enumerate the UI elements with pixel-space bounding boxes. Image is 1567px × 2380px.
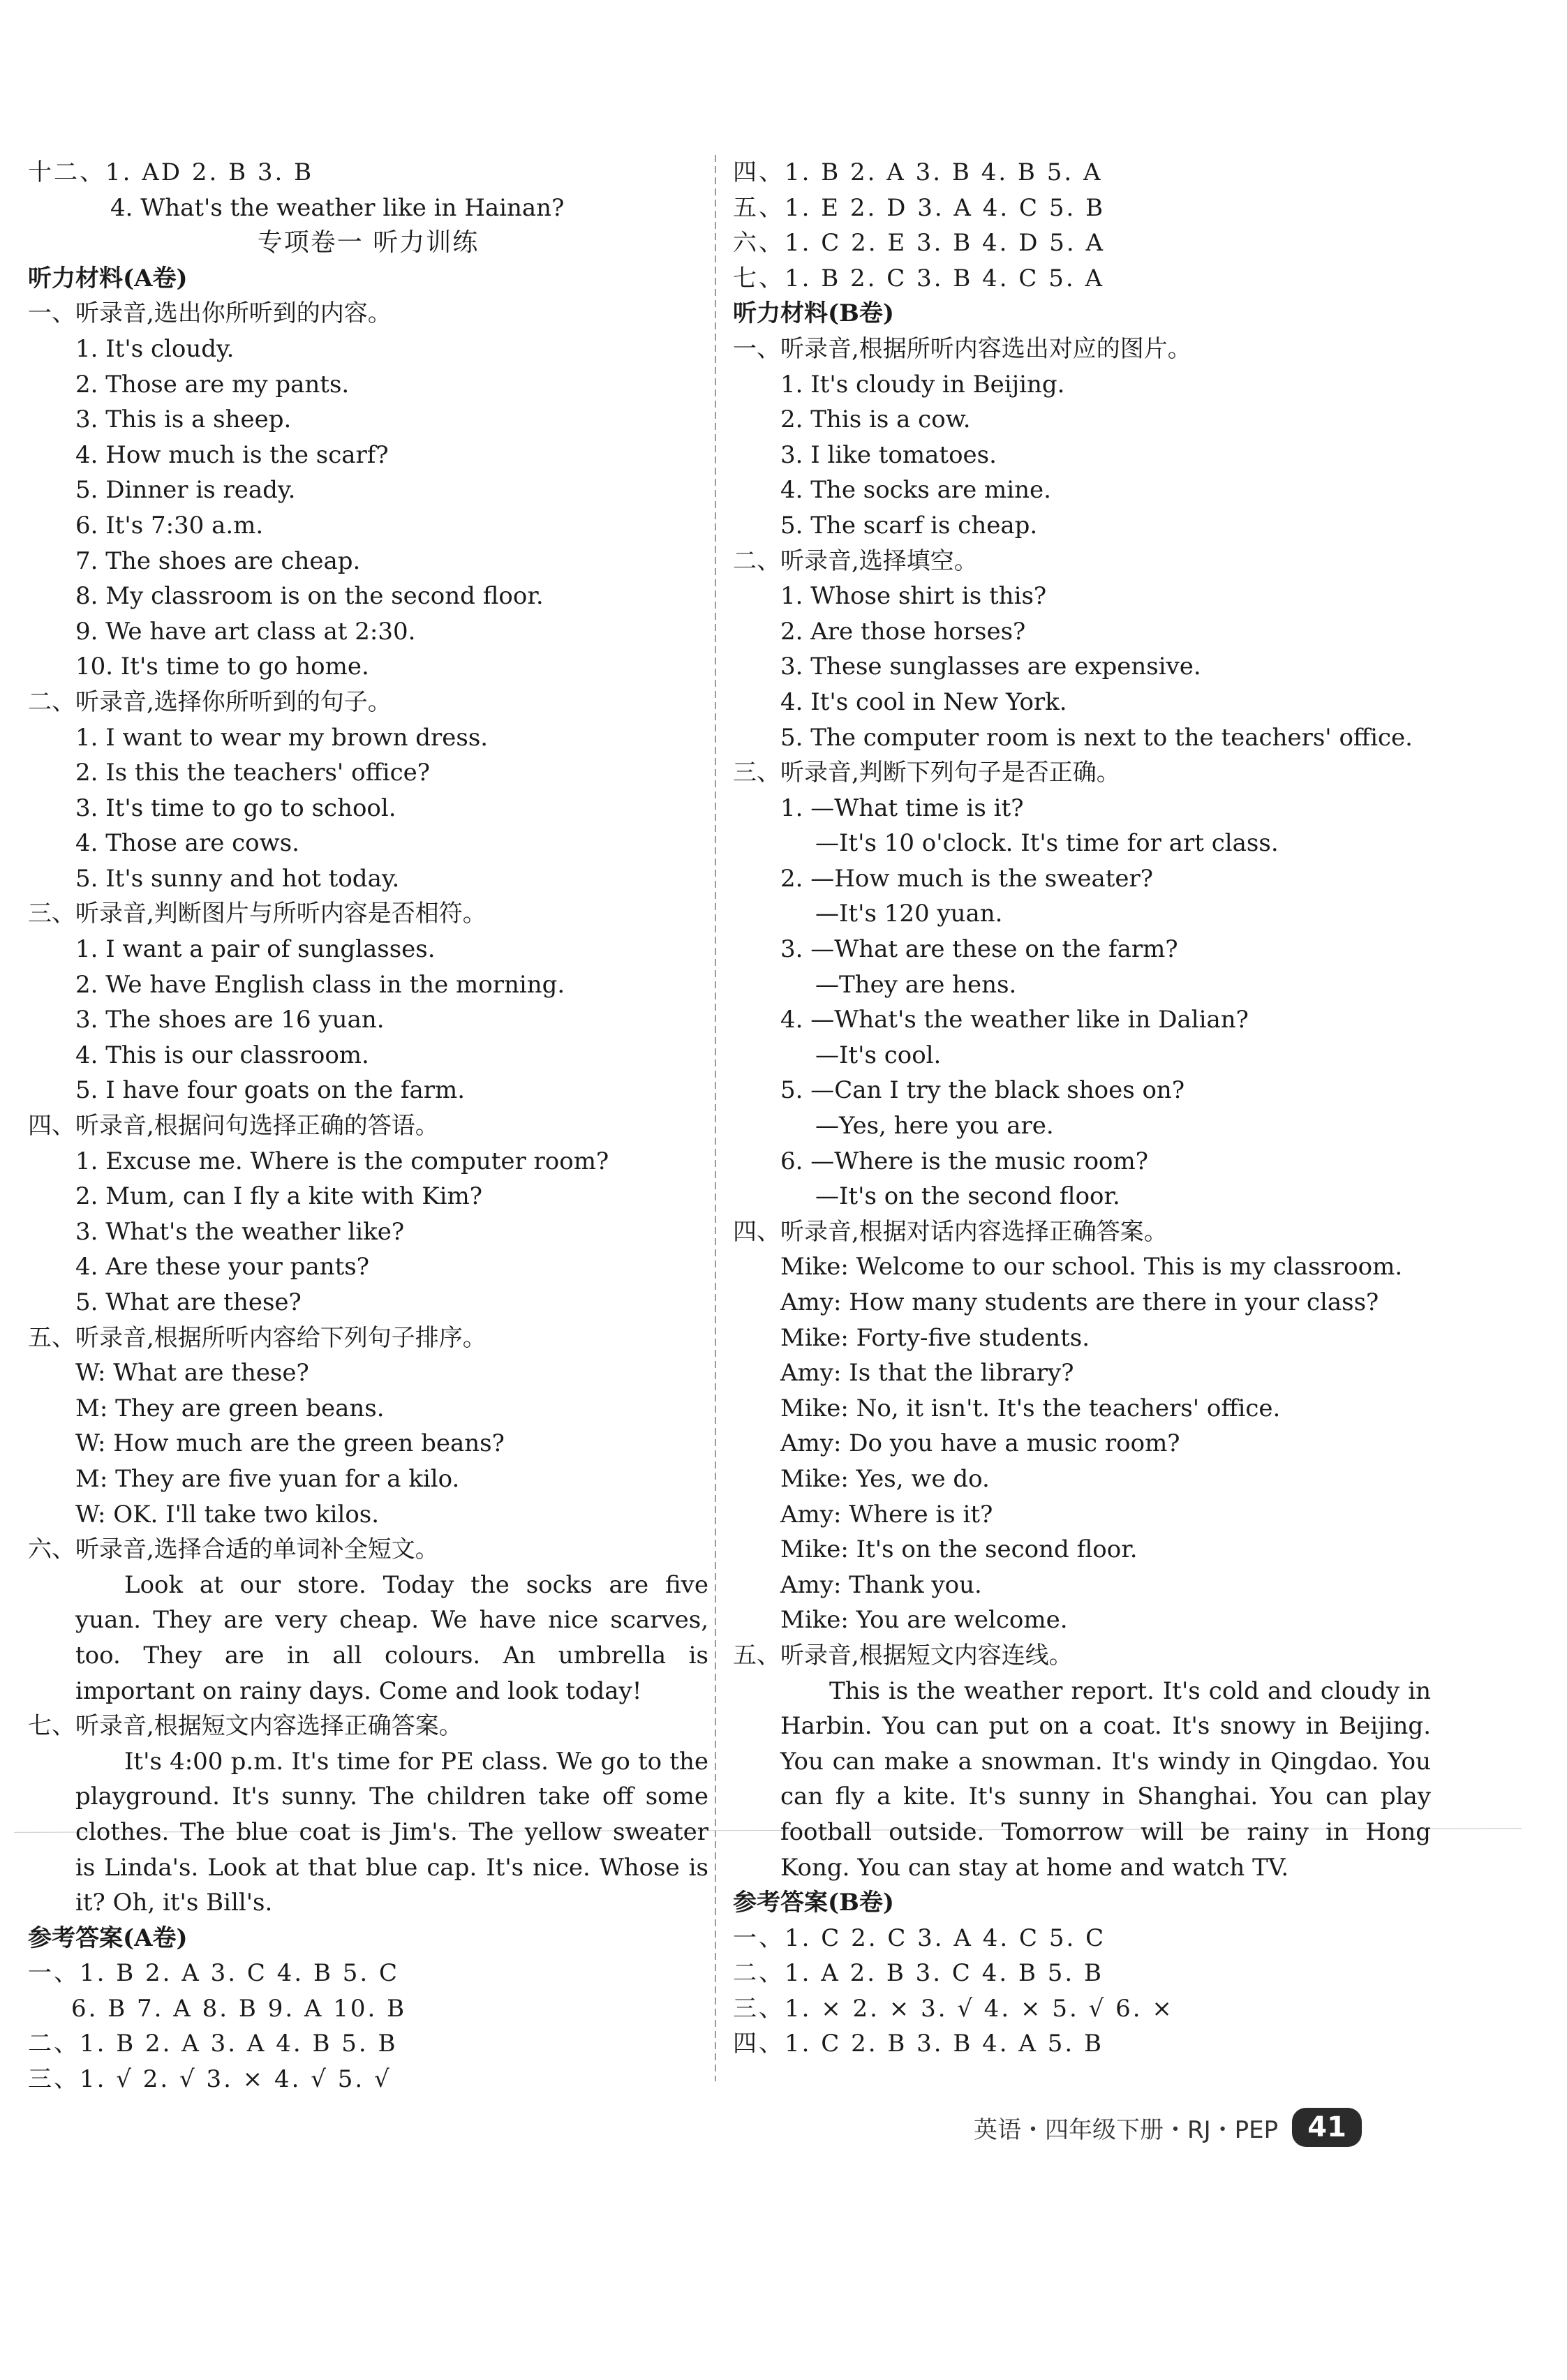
list-item: 1. It's cloudy in Beijing. <box>780 370 1065 399</box>
passage-text: Look at our store. Today the socks are five yuan. They are very cheap. We have nice scarves, too. They are in all colours. An umbrella is important on rainy days. Come and look today! <box>75 1570 708 1705</box>
dialogue-line: Mike: No, it isn't. It's the teachers' office. <box>780 1394 1281 1422</box>
list-item: 7. The shoes are cheap. <box>75 546 361 575</box>
list-item: 3. What's the weather like? <box>75 1217 405 1246</box>
dialogue-line: W: How much are the green beans? <box>75 1429 505 1458</box>
question-title: 七、听录音,根据短文内容选择正确答案。 <box>28 1712 463 1741</box>
dialogue-line: Amy: Thank you. <box>780 1570 982 1599</box>
list-item: 4. This is our classroom. <box>75 1041 369 1069</box>
dialogue-line: W: What are these? <box>75 1359 309 1388</box>
list-item: 5. What are these? <box>75 1288 302 1316</box>
dialogue-line: Mike: Welcome to our school. This is my classroom. <box>780 1253 1403 1281</box>
dialogue-line: 2. —How much is the sweater? <box>780 864 1153 893</box>
dialogue-line: Amy: Do you have a music room? <box>780 1429 1180 1458</box>
dialogue-line: —It's 120 yuan. <box>815 900 1003 928</box>
dialogue-line: Mike: It's on the second floor. <box>780 1535 1138 1564</box>
dialogue-line: Mike: You are welcome. <box>780 1606 1068 1635</box>
dialogue-line: 4. —What's the weather like in Dalian? <box>780 1006 1249 1034</box>
list-item: 4. Those are cows. <box>75 829 299 858</box>
dialogue-line: —They are hens. <box>815 970 1017 999</box>
answer-line: 三、1. √ 2. √ 3. × 4. √ 5. √ <box>28 2065 392 2094</box>
list-item: 4. It's cool in New York. <box>780 687 1067 716</box>
list-item: 4. The socks are mine. <box>780 476 1051 505</box>
answer-key-heading: 参考答案(B卷) <box>733 1889 894 1917</box>
list-item: 1. Excuse me. Where is the computer room? <box>75 1147 609 1175</box>
list-item: 5. I have four goats on the farm. <box>75 1076 466 1105</box>
dialogue-line: M: They are green beans. <box>75 1394 385 1422</box>
dialogue-line: —It's 10 o'clock. It's time for art class. <box>815 829 1279 858</box>
question-title: 五、听录音,根据短文内容连线。 <box>733 1641 1073 1669</box>
list-item: 3. The shoes are 16 yuan. <box>75 1006 385 1034</box>
list-item: 1. It's cloudy. <box>75 334 235 363</box>
dialogue-line: 1. —What time is it? <box>780 794 1024 822</box>
answer-line: 4. What's the weather like in Hainan? <box>110 193 565 222</box>
answer-line: 四、1. B 2. A 3. B 4. B 5. A <box>733 158 1103 186</box>
question-title: 四、听录音,根据问句选择正确的答语。 <box>28 1112 439 1140</box>
list-item: 1. Whose shirt is this? <box>780 582 1047 611</box>
passage <box>733 1674 1431 1886</box>
answer-line: 二、1. B 2. A 3. A 4. B 5. B <box>28 2030 398 2058</box>
left-column <box>28 155 708 2094</box>
answer-line: 四、1. C 2. B 3. B 4. A 5. B <box>733 2030 1104 2058</box>
dialogue-line: W: OK. I'll take two kilos. <box>75 1500 380 1529</box>
question-title: 一、听录音,根据所听内容选出对应的图片。 <box>733 334 1191 363</box>
question-title: 五、听录音,根据所听内容给下列句子排序。 <box>28 1323 487 1352</box>
list-item: 6. It's 7:30 a.m. <box>75 511 264 540</box>
answer-line: 一、1. B 2. A 3. C 4. B 5. C <box>28 1959 400 1988</box>
answer-line: 十二、1. AD 2. B 3. B <box>28 158 314 186</box>
section-title: 专项卷一 听力训练 <box>257 228 480 258</box>
question-title: 三、听录音,判断图片与所听内容是否相符。 <box>28 900 487 928</box>
answer-key-heading: 参考答案(A卷) <box>28 1924 188 1952</box>
dialogue-line: 5. —Can I try the black shoes on? <box>780 1076 1185 1105</box>
answer-line: 七、1. B 2. C 3. B 4. C 5. A <box>733 264 1105 292</box>
footer-text: 英语・四年级下册・RJ・PEP <box>974 2115 1279 2144</box>
passage-text: This is the weather report. It's cold and cloudy in Harbin. You can put on a coat. It's snowy in Beijing. You can make a snowman. It's windy in Qingdao. You can fly a kite. It's sunny in Shanghai. You can play football outside. Tomorrow will be rainy in Hong Kong. You can stay at home and watch TV. <box>780 1676 1431 1882</box>
list-item: 3. These sunglasses are expensive. <box>780 653 1201 681</box>
material-heading: 听力材料(A卷) <box>28 264 188 292</box>
list-item: 2. Those are my pants. <box>75 370 350 399</box>
dialogue-line: Mike: Yes, we do. <box>780 1464 990 1493</box>
answer-line: 一、1. C 2. C 3. A 4. C 5. C <box>733 1924 1106 1952</box>
list-item: 2. Are those horses? <box>780 617 1026 646</box>
dialogue-line: Mike: Forty-five students. <box>780 1323 1090 1352</box>
question-title: 六、听录音,选择合适的单词补全短文。 <box>28 1535 439 1564</box>
passage-text: It's 4:00 p.m. It's time for PE class. We go to the playground. It's sunny. The children take off some clothes. The blue coat is Jim's. The yellow sweater is Linda's. Look at that blue cap. It's nice. Whose is it? Oh, it's Bill's. <box>75 1747 708 1917</box>
question-title: 二、听录音,选择填空。 <box>733 546 978 575</box>
dialogue-line: Amy: Where is it? <box>780 1500 993 1529</box>
list-item: 9. We have art class at 2:30. <box>75 617 416 646</box>
page-footer <box>974 2106 1362 2148</box>
list-item: 2. Mum, can I fly a kite with Kim? <box>75 1182 482 1211</box>
right-column <box>733 155 1431 2088</box>
passage <box>28 1744 708 1921</box>
dialogue-line: M: They are five yuan for a kilo. <box>75 1464 460 1493</box>
list-item: 5. The computer room is next to the teachers' office. <box>780 723 1413 752</box>
question-title: 三、听录音,判断下列句子是否正确。 <box>733 759 1120 787</box>
answer-line: 6. B 7. A 8. B 9. A 10. B <box>71 1994 407 2023</box>
list-item: 10. It's time to go home. <box>75 653 369 681</box>
dialogue-line: Amy: How many students are there in your class? <box>780 1288 1379 1316</box>
list-item: 2. We have English class in the morning. <box>75 970 565 999</box>
list-item: 5. The scarf is cheap. <box>780 511 1038 540</box>
question-title: 二、听录音,选择你所听到的句子。 <box>28 687 392 716</box>
dialogue-line: —Yes, here you are. <box>815 1112 1054 1140</box>
answer-line: 五、1. E 2. D 3. A 4. C 5. B <box>733 193 1106 222</box>
column-divider <box>715 155 716 2081</box>
answer-line: 六、1. C 2. E 3. B 4. D 5. A <box>733 229 1106 258</box>
passage <box>28 1568 708 1709</box>
list-item: 8. My classroom is on the second floor. <box>75 582 544 611</box>
dialogue-line: Amy: Is that the library? <box>780 1359 1074 1388</box>
list-item: 1. I want to wear my brown dress. <box>75 723 489 752</box>
list-item: 3. It's time to go to school. <box>75 794 396 822</box>
material-heading: 听力材料(B卷) <box>733 299 894 328</box>
list-item: 2. This is a cow. <box>780 406 971 434</box>
list-item: 3. This is a sheep. <box>75 406 292 434</box>
answer-line: 三、1. × 2. × 3. √ 4. × 5. √ 6. × <box>733 1994 1174 2023</box>
list-item: 4. How much is the scarf? <box>75 440 389 469</box>
list-item: 4. Are these your pants? <box>75 1253 369 1281</box>
list-item: 1. I want a pair of sunglasses. <box>75 935 436 964</box>
dialogue-line: 3. —What are these on the farm? <box>780 935 1178 964</box>
dialogue-line: —It's on the second floor. <box>815 1182 1120 1211</box>
dialogue-line: —It's cool. <box>815 1041 942 1069</box>
list-item: 3. I like tomatoes. <box>780 440 997 469</box>
list-item: 5. It's sunny and hot today. <box>75 864 400 893</box>
question-title: 四、听录音,根据对话内容选择正确答案。 <box>733 1217 1168 1246</box>
answer-line: 二、1. A 2. B 3. C 4. B 5. B <box>733 1959 1104 1988</box>
list-item: 5. Dinner is ready. <box>75 476 296 505</box>
question-title: 一、听录音,选出你所听到的内容。 <box>28 299 392 328</box>
list-item: 2. Is this the teachers' office? <box>75 759 430 787</box>
page-number-badge: 41 <box>1292 2108 1362 2147</box>
dialogue-line: 6. —Where is the music room? <box>780 1147 1148 1175</box>
